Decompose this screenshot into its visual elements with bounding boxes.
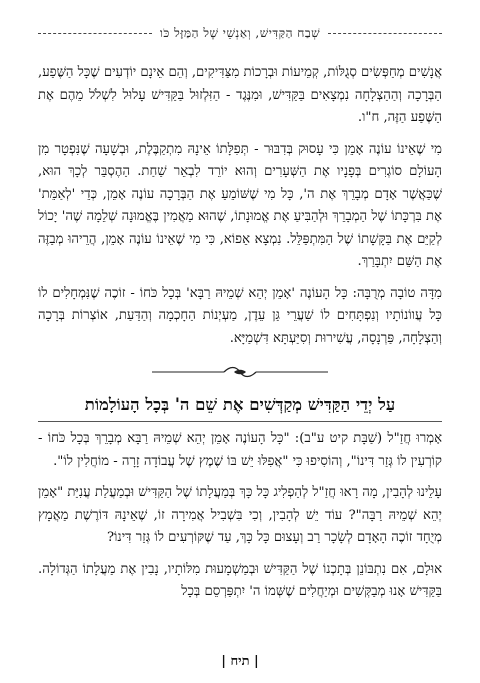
- paragraph: מִי שֶׁאֵינוֹ עוֹנֶה אָמֵן כִּי עָסוּק בְּדִבּוּר - תְּפִלָּתוֹ אֵינָהּ מִתְקַבֶּלֶת, וּבְשָׁעָה שֶׁנִּפְטָר מִן הָעוֹלָם סוֹגְרִים בְּפָנָיו אֶת הַשְּׁעָרִים וְהוּא יוֹרֵד לִבְאֵר שַׁחַת. הַהֶסְבֵּר לְכָךְ הוּא, שֶׁכַּאֲשֶׁר אָדָם מְבָרֵךְ אֶת ה', כָּל מִי שֶׁשּׁוֹמֵעַ אֶת הַבְּרָכָה עוֹנֶה אָמֵן, כְּדֵי 'לְאַמֵּת' אֶת בִּרְכָּתוֹ שֶׁל הַמְבָרֵךְ וּלְהַבִּיעַ אֶת אֱמוּנָתוֹ, שֶׁהוּא מַאֲמִין בֶּאֱמוּנָה שְׁלֵמָה שֶׁה' יָכוֹל לְקַיֵּם אֶת בַּקָּשָׁתוֹ שֶׁל הַמִּתְפַּלֵּל. נִמְצָא אֵפוֹא, כִּי מִי שֶׁאֵינוֹ עוֹנֶה אָמֵן, הֲרֵיהוּ מְבַזֶּה אֶת הַשֵּׁם יִתְבָּרַךְ.: [38, 141, 442, 269]
- ornamental-divider: [38, 359, 442, 385]
- running-header: [38, 24, 442, 42]
- paragraph: אֲנָשִׁים מְחַפְּשִׂים סְגֻלּוֹת, קְמֵיעוֹת וּבְרָכוֹת מִצַּדִּיקִים, וְהֵם אֵינָם יוֹדְעִים שֶׁכָּל הַשֶּׁפַע, הַבְּרָכָה וְהַהַצְלָחָה נִמְצָאִים בַּקַּדִּישׁ, וּמִנֶּגֶד - הַזִּלְזוּל בַּקַּדִּישׁ עָלוּל לִשְׁלֹל מֵהֶם אֶת הַשֶּׁפַע הַזֶּה, ח"ו.: [38, 65, 442, 125]
- paragraph: אוּלָם, אִם נִתְבּוֹנֵן בְּתָכְנוֹ שֶׁל הַקַּדִּישׁ וּבְמַשְׁמָעוּת מִלּוֹתָיו, נָבִין אֶת מַעֲלָתוֹ הַגְּדוֹלָה. בַּקַּדִּישׁ אָנוּ מְבַקְּשִׁים וּמְיַחֲלִים שֶׁשְּׁמוֹ ה' יִתְפַּרְסֵם בְּכָל: [38, 561, 442, 599]
- body-text: [38, 62, 442, 613]
- header-rule-right: [328, 33, 442, 34]
- page-number: | תיח |: [221, 654, 259, 669]
- header-rule-left: [38, 33, 152, 34]
- running-header-text: שְׁבַח הַקַּדִּישׁ, וְאַנְשֵׁי שֶׁל הַמַּזָּל כֹּו: [159, 25, 321, 40]
- section-title: עַל יְדֵי הַקַּדִּישׁ מְקַדְּשִׁים אֶת שֵׁם ה' בְּכָל הָעוֹלָמוֹת: [38, 391, 442, 422]
- flourish-icon: [150, 365, 330, 379]
- paragraph: אָמְרוּ חֲזַ"ל (שַׁבָּת קיט ע"ב): "כָּל הָעוֹנֶה אָמֵן יְהֵא שְׁמֵיהּ רַבָּא מְבָרֵךְ בְּכָל כֹּחוֹ - קוֹרְעִין לוֹ גְּזַר דִּינוֹ", וְהוֹסִיפוּ כִּי "אֲפִלּוּ יֵשׁ בּוֹ שֶׁמֶץ שֶׁל עֲבוֹדָה זָרָה - מוֹחֲלִין לוֹ".: [38, 431, 442, 469]
- paragraph: מִדָּה טוֹבָה מְרֻבָּה: כָּל הָעוֹנֶה 'אָמֵן יְהֵא שְׁמֵיהּ רַבָּא' בְּכָל כֹּחוֹ - זוֹכֶה שֶׁנִּמְחָלִים לוֹ כָּל עֲווֹנוֹתָיו וְנִפְתָּחִים לוֹ שַׁעֲרֵי גַּן עֵדֶן, מַעְיְנוֹת הַחָכְמָה וְהַדַּעַת, אוֹצְרוֹת בְּרָכָה וְהַצְלָחָה, פַּרְנָסָה, עֲשִׁירוּת וְסִיַּעְתָּא דִּשְׁמַיָּא.: [38, 285, 442, 346]
- paragraph: עָלֵינוּ לְהָבִין, מָה רָאוּ חֲזַ"ל לְהַפְלִיג כָּל כָּךְ בְּמַעֲלָתוֹ שֶׁל הַקַּדִּישׁ וּבְמַעֲלַת עֲנִיַּת "אָמֵן יְהֵא שְׁמֵיהּ רַבָּה"? עוֹד יֵשׁ לְהָבִין, וְכִי בִּשְׁבִיל אֲמִירָה זוֹ, שֶׁאֵינָהּ דּוֹרֶשֶׁת מַאֲמָץ מְיֻחָד זוֹכֶה הָאָדָם לְשָׂכָר רַב וְעָצוּם כָּל כָּךְ, עַד שֶׁקּוֹרְעִים לוֹ גְּזַר דִּינוֹ?: [38, 485, 442, 545]
